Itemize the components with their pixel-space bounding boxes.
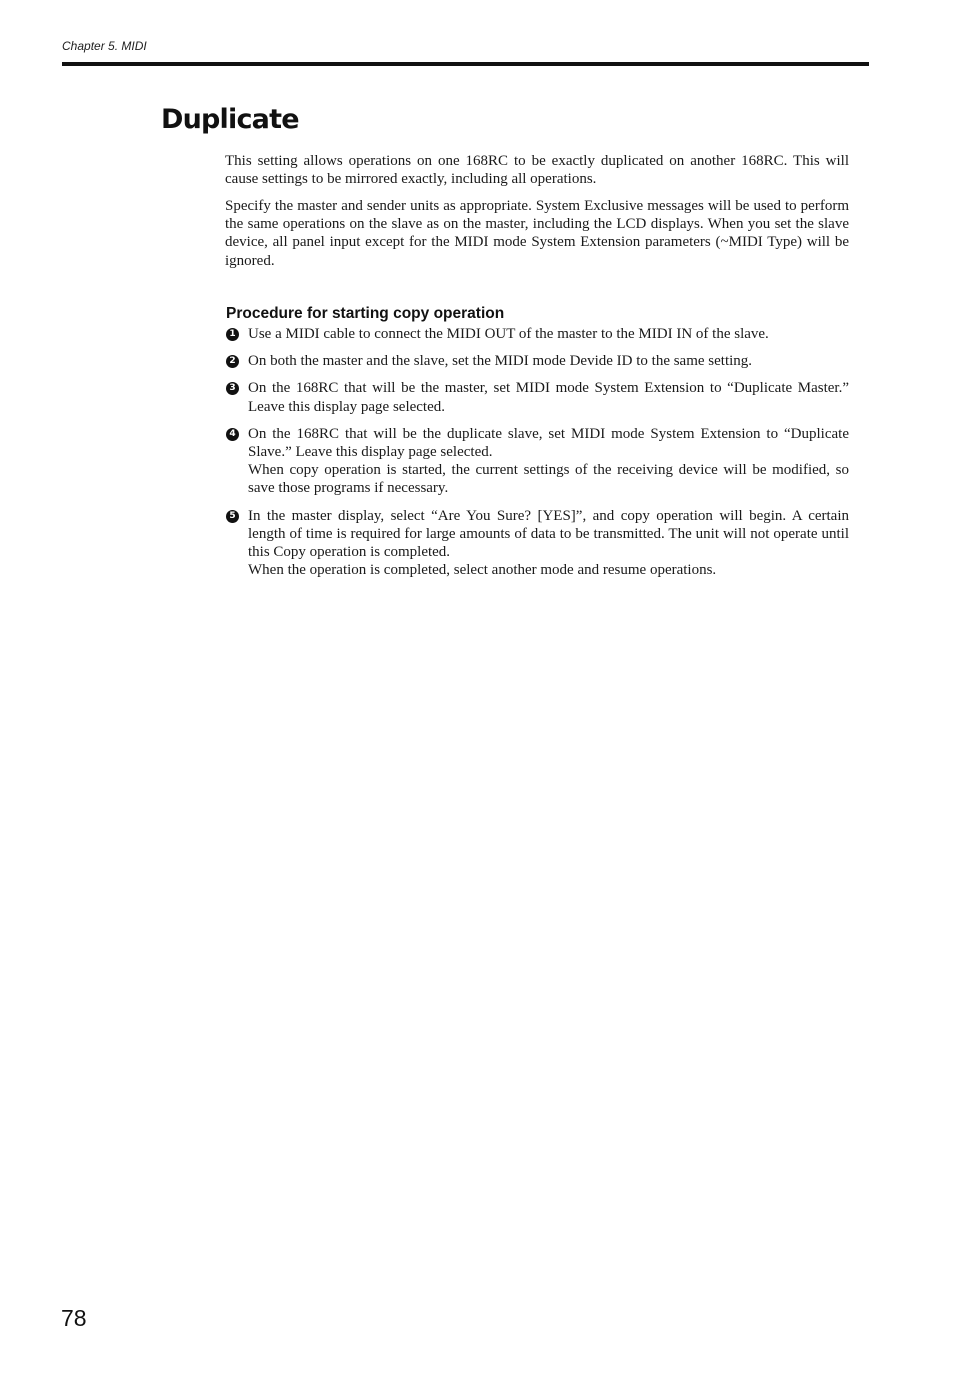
step-text: On the 168RC that will be the master, set MIDI mode System Extension to “Duplicate Master.” Leave this display page selected. xyxy=(248,380,849,415)
step-number-badge: 4 xyxy=(226,428,239,441)
page-number: 78 xyxy=(61,1305,87,1331)
procedure-steps xyxy=(225,325,849,579)
step-2 xyxy=(225,352,849,370)
step-text: On the 168RC that will be the duplicate slave, set MIDI mode System Extension to “Duplicate Slave.” Leave this display page selected. xyxy=(248,425,849,461)
step-5 xyxy=(225,507,849,580)
step-number-badge: 2 xyxy=(226,355,239,368)
step-number-badge: 1 xyxy=(226,328,239,341)
step-note: When the operation is completed, select another mode and resume operations. xyxy=(248,562,717,579)
procedure-heading: Procedure for starting copy operation xyxy=(226,305,505,322)
step-text: Use a MIDI cable to connect the MIDI OUT of the master to the MIDI IN of the slave. xyxy=(248,326,769,342)
step-text: On both the master and the slave, set the MIDI mode Devide ID to the same setting. xyxy=(248,353,753,370)
section-title: Duplicate xyxy=(161,104,299,135)
header-rule xyxy=(62,62,869,66)
step-text: In the master display, select “Are You Sure? [YES]”, and copy operation will begin. A certain length of time is required for large amounts of data to be transmitted. The unit will not operate until this Copy operation is completed. xyxy=(248,507,849,561)
intro-paragraph: This setting allows operations on one 168RC to be exactly duplicated on another 168RC. This will cause settings to be mirrored exactly, including all operations. xyxy=(225,153,849,188)
running-head: Chapter 5. MIDI xyxy=(62,39,147,53)
step-4 xyxy=(225,425,849,498)
step-1 xyxy=(225,325,849,343)
step-3 xyxy=(225,379,849,415)
step-number-badge: 3 xyxy=(226,382,239,395)
step-note: When copy operation is started, the current settings of the receiving device will be modified, so save those programs if necessary. xyxy=(248,462,849,497)
description-paragraph: Specify the master and sender units as appropriate. System Exclusive messages will be used to perform the same operations on the slave as on the master, including the LCD displays. When you set the slave device, all panel input except for the MIDI mode System Extension parameters (~MIDI Type) will be ignored. xyxy=(225,198,849,269)
step-number-badge: 5 xyxy=(226,510,239,523)
